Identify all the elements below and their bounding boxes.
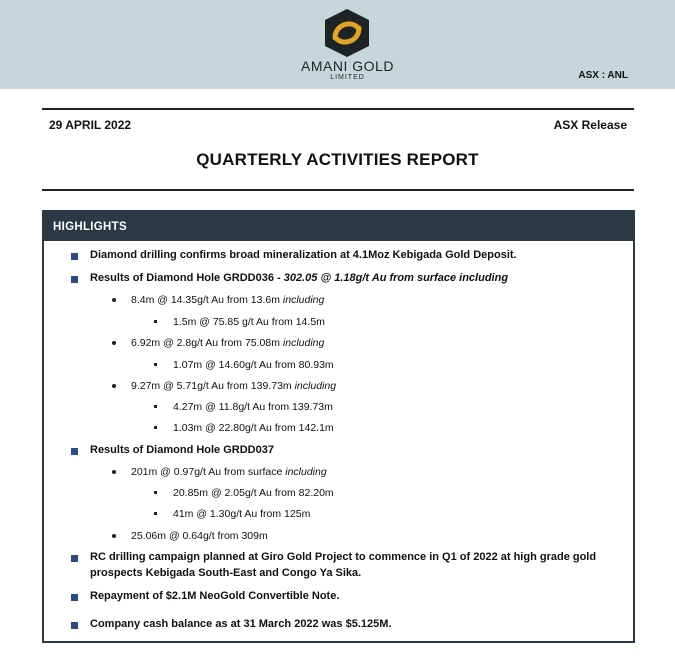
highlight-item: Results of Diamond Hole GRDD036 - 302.05 @ 1.18g/t Au from surface including	[90, 272, 509, 284]
square-bullet-icon	[71, 594, 78, 601]
top-rule	[42, 108, 634, 110]
small-bullet-icon	[154, 320, 157, 323]
highlight-item: Company cash balance as at 31 March 2022 was $5.125M.	[90, 618, 392, 630]
sub-item: 6.92m @ 2.8g/t Au from 75.08m including	[131, 337, 325, 349]
square-bullet-icon	[71, 448, 78, 455]
sub-item: 201m @ 0.97g/t Au from surface including	[131, 466, 327, 478]
release-date: 29 APRIL 2022	[49, 118, 132, 132]
release-type: ASX Release	[553, 118, 627, 132]
sub-item: 9.27m @ 5.71g/t Au from 139.73m including	[131, 380, 337, 392]
dot-bullet-icon	[112, 341, 116, 345]
sub-sub-item: 1.03m @ 22.80g/t Au from 142.1m	[173, 422, 334, 434]
title-rule	[42, 189, 634, 191]
sub-sub-item: 1.5m @ 75.85 g/t Au from 14.5m	[173, 316, 325, 328]
highlight-item: Diamond drilling confirms broad mineralization at 4.1Moz Kebigada Gold Deposit.	[90, 249, 517, 261]
square-bullet-icon	[71, 276, 78, 283]
highlight-item: Results of Diamond Hole GRDD037	[90, 444, 274, 456]
highlights-heading: HIGHLIGHTS	[44, 212, 633, 241]
sub-item: 25.06m @ 0.64g/t from 309m	[131, 530, 268, 542]
sub-sub-item: 20.85m @ 2.05g/t Au from 82.20m	[173, 487, 334, 499]
sub-item: 8.4m @ 14.35g/t Au from 13.6m including	[131, 294, 325, 306]
small-bullet-icon	[154, 426, 157, 429]
small-bullet-icon	[154, 405, 157, 408]
sub-sub-item: 41m @ 1.30g/t Au from 125m	[173, 508, 311, 520]
header-band	[0, 0, 675, 89]
dot-bullet-icon	[112, 534, 116, 538]
company-sub: LIMITED	[330, 74, 365, 81]
square-bullet-icon	[71, 253, 78, 260]
highlight-item-continued: prospects Kebigada South-East and Congo Ya Sika.	[90, 567, 362, 579]
amani-gold-logo-icon	[322, 8, 372, 58]
highlight-item: Repayment of $2.1M NeoGold Convertible Note.	[90, 590, 340, 602]
dot-bullet-icon	[112, 470, 116, 474]
company-name: AMANI GOLD	[301, 58, 394, 74]
dot-bullet-icon	[112, 384, 116, 388]
ticker: ASX : ANL	[578, 70, 628, 81]
highlights-box	[42, 210, 635, 643]
sub-sub-item: 1.07m @ 14.60g/t Au from 80.93m	[173, 359, 334, 371]
square-bullet-icon	[71, 555, 78, 562]
sub-sub-item: 4.27m @ 11.8g/t Au from 139.73m	[173, 401, 333, 413]
square-bullet-icon	[71, 622, 78, 629]
page-title: QUARTERLY ACTIVITIES REPORT	[196, 150, 479, 169]
small-bullet-icon	[154, 363, 157, 366]
small-bullet-icon	[154, 491, 157, 494]
dot-bullet-icon	[112, 298, 116, 302]
highlight-item: RC drilling campaign planned at Giro Gold Project to commence in Q1 of 2022 at high grade gold	[90, 551, 597, 563]
small-bullet-icon	[154, 512, 157, 515]
